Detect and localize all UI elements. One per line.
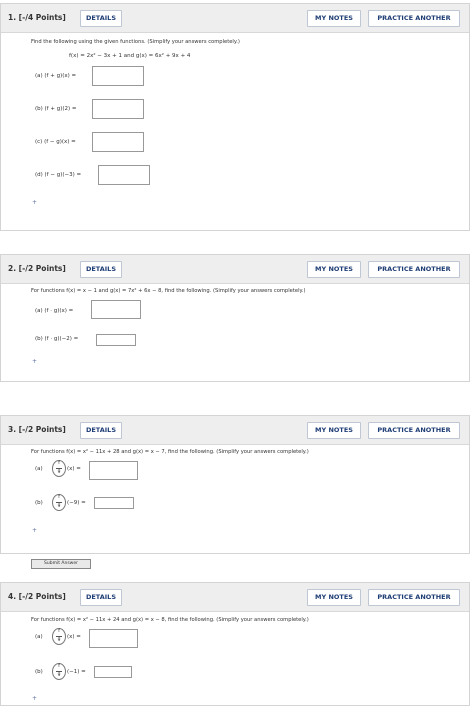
question-4 [0,582,470,706]
part-a-suffix: (x) = [67,634,81,640]
fraction-numerator: f [58,495,60,500]
resource-link[interactable]: + [32,358,38,365]
resource-link[interactable]: + [32,199,38,206]
fraction-f-over-g [52,460,66,477]
question-number: 4. [-/2 Points] [8,592,66,601]
my-notes-button[interactable]: MY NOTES [307,422,361,439]
part-a-label: (a) [35,634,43,640]
question-1 [0,3,470,231]
fraction-denominator: g [57,503,61,508]
details-button[interactable]: DETAILS [80,10,122,27]
details-button[interactable]: DETAILS [80,422,122,439]
question-number: 1. [-/4 Points] [8,13,66,22]
instruction-text: For functions f(x) = x² − 11x + 28 and g(x) = x − 7, find the following. (Simplify your answers completely.) [31,449,309,455]
question-body [1,445,469,566]
part-b-answer-input[interactable] [96,334,136,346]
question-2 [0,254,470,382]
part-b-answer-input[interactable] [94,497,134,509]
part-b-label: (b) [35,500,43,506]
part-b-suffix: (−1) = [67,669,86,675]
question-header [1,583,469,612]
details-button[interactable]: DETAILS [80,589,122,606]
practice-another-button[interactable]: PRACTICE ANOTHER [368,422,460,439]
resource-link[interactable]: + [32,527,38,534]
fraction-denominator: g [57,637,61,642]
instruction-text: For functions f(x) = x² − 11x + 24 and g(x) = x − 8, find the following. (Simplify your answers completely.) [31,617,309,623]
question-header [1,4,469,33]
fraction-f-over-g [52,494,66,511]
part-b-label: (b) (f + g)(2) = [35,106,77,112]
part-b-label: (b) (f · g)(−2) = [35,336,79,342]
part-a-label: (a) [35,466,43,472]
question-body [1,284,469,381]
part-a-answer-input[interactable] [91,300,141,319]
fraction-denominator: g [57,672,61,677]
part-a-answer-input[interactable] [92,66,144,86]
part-b-answer-input[interactable] [92,99,144,119]
instruction-text: Find the following using the given functions. (Simplify your answers completely.) [31,39,240,45]
function-definitions: f(x) = 2x² − 3x + 1 and g(x) = 6x² + 9x + 4 [69,53,191,59]
question-number: 2. [-/2 Points] [8,264,66,273]
part-b-answer-input[interactable] [94,666,132,678]
question-body [1,33,469,230]
question-header [1,255,469,284]
part-a-label: (a) (f · g)(x) = [35,308,74,314]
fraction-f-over-g [52,628,66,645]
part-b-suffix: (−9) = [67,500,86,506]
part-a-suffix: (x) = [67,466,81,472]
details-button[interactable]: DETAILS [80,261,122,278]
fraction-numerator: f [58,629,60,634]
part-d-answer-input[interactable] [98,165,150,185]
part-a-label: (a) (f + g)(x) = [35,73,77,79]
practice-another-button[interactable]: PRACTICE ANOTHER [368,10,460,27]
instruction-text: For functions f(x) = x − 1 and g(x) = 7x² + 6x − 8, find the following. (Simplify your answers completely.) [31,288,306,294]
fraction-denominator: g [57,469,61,474]
part-a-answer-input[interactable] [89,629,138,648]
submit-answer-button[interactable]: Submit Answer [31,559,91,569]
part-a-answer-input[interactable] [89,461,138,480]
question-number: 3. [-/2 Points] [8,425,66,434]
question-body [1,612,469,705]
practice-another-button[interactable]: PRACTICE ANOTHER [368,589,460,606]
my-notes-button[interactable]: MY NOTES [307,589,361,606]
fraction-f-over-g [52,663,66,680]
practice-another-button[interactable]: PRACTICE ANOTHER [368,261,460,278]
part-c-answer-input[interactable] [92,132,144,152]
my-notes-button[interactable]: MY NOTES [307,10,361,27]
part-d-label: (d) (f − g)(−3) = [35,172,82,178]
my-notes-button[interactable]: MY NOTES [307,261,361,278]
question-3 [0,415,470,566]
part-b-label: (b) [35,669,43,675]
question-header [1,416,469,445]
resource-link[interactable]: + [32,695,38,702]
fraction-numerator: f [58,664,60,669]
part-c-label: (c) (f − g)(x) = [35,139,76,145]
fraction-numerator: f [58,461,60,466]
